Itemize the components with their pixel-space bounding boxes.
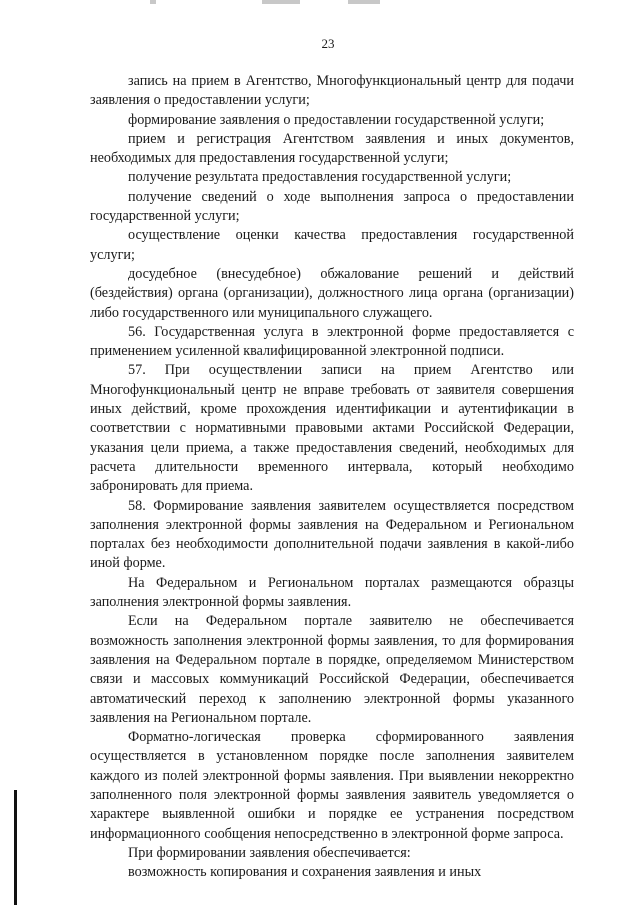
paragraph: получение результата предоставления государственной услуги; bbox=[128, 169, 512, 186]
paragraph: осуществление оценки качества предоставления государственной услуги; bbox=[90, 227, 574, 263]
paragraph-item-58: 58. Формирование заявления заявителем осуществляется посредством заполнения электронной формы заявления на Федеральном и Региональном порталах без необходимости дополнительной подачи заявления в какой-либо иной форме. bbox=[90, 497, 574, 572]
paragraph: При формировании заявления обеспечивается: bbox=[128, 844, 411, 861]
paragraph: досудебное (внесудебное) обжалование решений и действий (бездействия) органа (организации), должностного лица органа (организации) либо государственного или муниципального служащего. bbox=[90, 265, 574, 321]
scan-artifact-top-right bbox=[348, 0, 380, 4]
page-number: 23 bbox=[321, 36, 335, 51]
paragraph: Форматно-логическая проверка сформированного заявления осуществляется в установленном порядке после заполнения заявителем каждого из полей электронной формы заявления. При выявлении некорректно заполненного поля электронной формы заявления заявитель уведомляется о характере выявленной ошибки и порядке ее устранения посредством информационного сообщения непосредственно в электронной форме запроса. bbox=[90, 729, 574, 842]
scan-artifact-top-center bbox=[262, 0, 300, 4]
paragraph-item-56: 56. Государственная услуга в электронной форме предоставляется с применением усиленной квалифицированной электронной подписи. bbox=[90, 323, 574, 360]
paragraph-item-57: 57. При осуществлении записи на прием Агентство или Многофункциональный центр не вправе требовать от заявителя совершения иных действий, кроме прохождения идентификации и аутентификации в соответствии с нормативными правовыми актами Российской Федерации, указания цели приема, а также предоставления сведений, необходимых для расчета длительности временного интервала, который необходимо забронировать для приема. bbox=[90, 362, 574, 495]
paragraph: получение сведений о ходе выполнения запроса о предоставлении государственной услуги; bbox=[90, 188, 574, 225]
paragraph: прием и регистрация Агентством заявления и иных документов, необходимых для предоставления государственной услуги; bbox=[90, 130, 574, 167]
paragraph: Если на Федеральном портале заявителю не обеспечивается возможность заполнения электронной формы заявления, то для формирования заявления на Федеральном портале в порядке, определяемом Министерством связи и массовых коммуникаций Российской Федерации, обеспечивается автоматический переход к заполнению электронной формы указанного заявления на Региональном портале. bbox=[90, 613, 574, 726]
scan-artifact-top-left bbox=[150, 0, 156, 4]
scan-edge-shadow bbox=[14, 790, 17, 905]
paragraph: запись на прием в Агентство, Многофункциональный центр для подачи заявления о предоставлении услуги; bbox=[90, 73, 574, 109]
paragraph: На Федеральном и Региональном порталах размещаются образцы заполнения электронной формы заявления. bbox=[90, 574, 574, 611]
paragraph: формирование заявления о предоставлении государственной услуги; bbox=[128, 111, 545, 128]
paragraph: возможность копирования и сохранения заявления и иных bbox=[128, 864, 482, 881]
document-body bbox=[90, 72, 574, 882]
